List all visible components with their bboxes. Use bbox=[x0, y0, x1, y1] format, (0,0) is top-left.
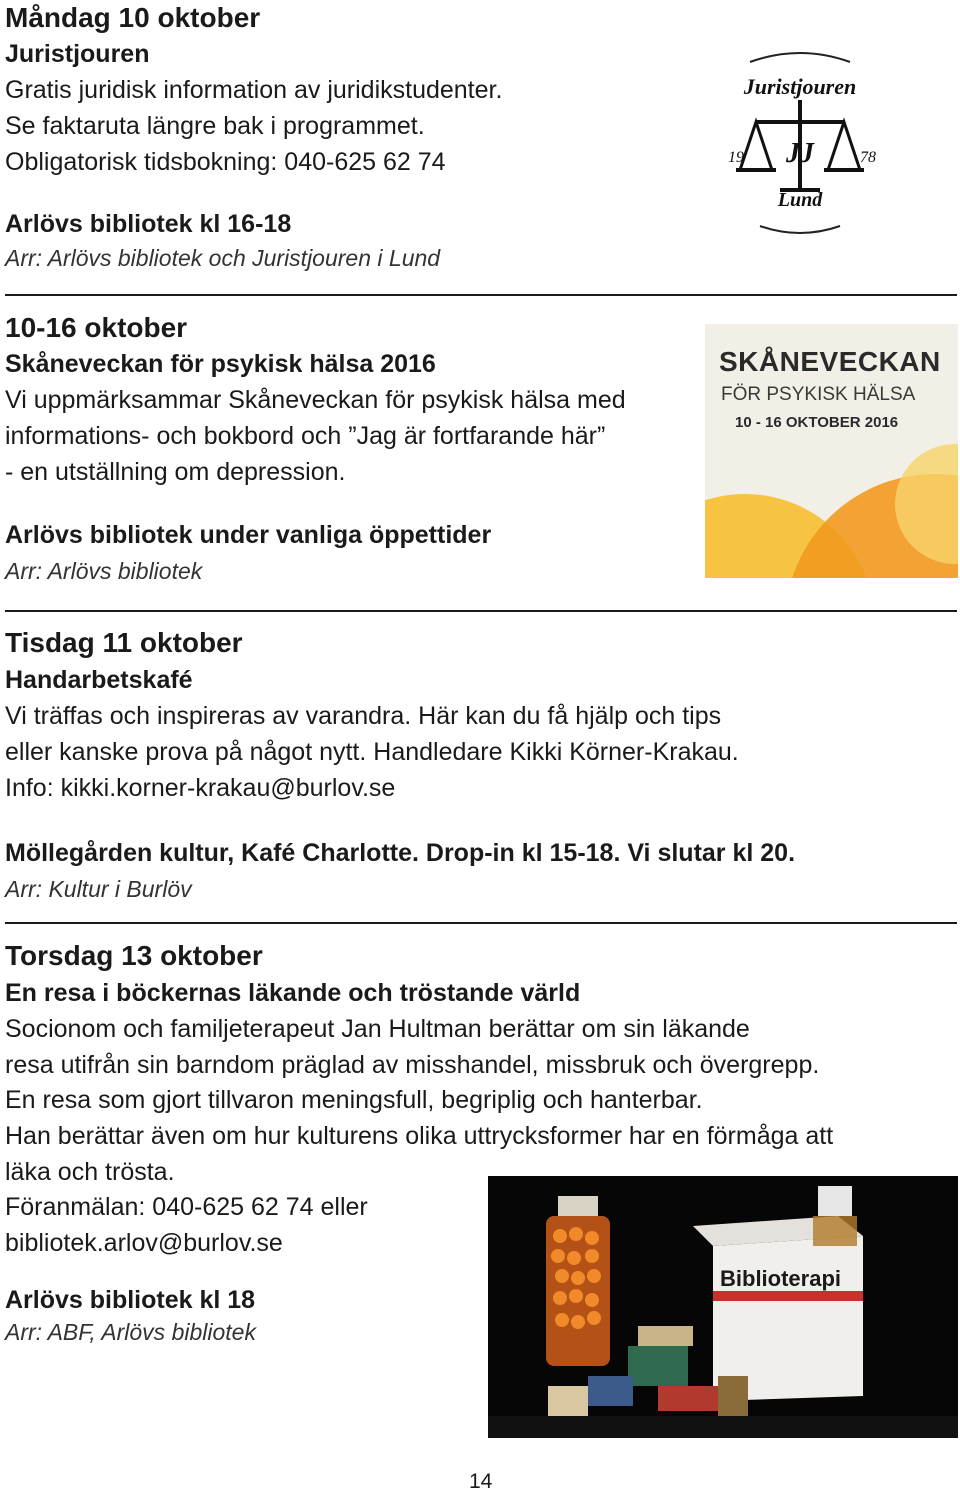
poster-line2: FÖR PSYKISK HÄLSA bbox=[721, 384, 916, 405]
section4-date: Torsdag 13 oktober bbox=[5, 940, 263, 971]
poster-line3: 10 - 16 OKTOBER 2016 bbox=[735, 414, 899, 431]
section1-venue: Arlövs bibliotek kl 16-18 bbox=[5, 210, 292, 238]
section1-date: Måndag 10 oktober bbox=[5, 2, 261, 33]
section4-venue: Arlövs bibliotek kl 18 bbox=[5, 1286, 256, 1314]
section1-line: Obligatorisk tidsbokning: 040-625 62 74 bbox=[5, 148, 446, 176]
section4-title: En resa i böckernas läkande och tröstande värld bbox=[5, 979, 581, 1007]
section3-date: Tisdag 11 oktober bbox=[5, 627, 243, 658]
section3-arr: Arr: Kultur i Burlöv bbox=[5, 876, 192, 902]
section3-venue: Möllegården kultur, Kafé Charlotte. Drop-in kl 15-18. Vi slutar kl 20. bbox=[5, 839, 796, 867]
section4-line: resa utifrån sin barndom präglad av misshandel, missbruk och övergrepp. bbox=[5, 1051, 820, 1079]
section4-line: Socionom och familjeterapeut Jan Hultman berättar om sin läkande bbox=[5, 1015, 750, 1043]
logo-initials: JJ bbox=[786, 138, 814, 169]
section2-venue: Arlövs bibliotek under vanliga öppettider bbox=[5, 521, 492, 549]
divider bbox=[5, 294, 957, 296]
divider bbox=[5, 610, 957, 612]
section3-line: Info: kikki.korner-krakau@burlov.se bbox=[5, 774, 396, 802]
section4-line: Föranmälan: 040-625 62 74 eller bbox=[5, 1193, 368, 1221]
section1-line: Gratis juridisk information av juridikstudenter. bbox=[5, 76, 503, 104]
section2-arr: Arr: Arlövs bibliotek bbox=[5, 558, 203, 584]
section3-title: Handarbetskafé bbox=[5, 666, 193, 694]
biblioterapi-photo bbox=[488, 1176, 958, 1438]
section2-line: informations- och bokbord och ”Jag är fortfarande här” bbox=[5, 422, 606, 450]
section4-line: Han berättar även om hur kulturens olika uttrycksformer har en förmåga att bbox=[5, 1122, 834, 1150]
section1-title: Juristjouren bbox=[5, 40, 150, 68]
section4-line: läka och trösta. bbox=[5, 1158, 175, 1186]
photo-box-label: Biblioterapi bbox=[720, 1266, 842, 1291]
section2-line: - en utställning om depression. bbox=[5, 458, 346, 486]
section3-line: Vi träffas och inspireras av varandra. Här kan du få hjälp och tips bbox=[5, 702, 722, 730]
skaneveckan-poster bbox=[705, 324, 958, 578]
section1-arr: Arr: Arlövs bibliotek och Juristjouren i Lund bbox=[5, 245, 441, 271]
section4-arr: Arr: ABF, Arlövs bibliotek bbox=[5, 1319, 256, 1345]
section1-line: Se faktaruta längre bak i programmet. bbox=[5, 112, 425, 140]
logo-year-left: 19 bbox=[728, 149, 744, 166]
logo-year-right: 78 bbox=[860, 149, 876, 166]
logo-city: Lund bbox=[777, 189, 823, 211]
divider bbox=[5, 922, 957, 924]
logo-name: Juristjouren bbox=[743, 74, 857, 99]
section2-date: 10-16 oktober bbox=[5, 312, 188, 343]
section2-line: Vi uppmärksammar Skåneveckan för psykisk hälsa med bbox=[5, 386, 626, 414]
poster-line1: SKÅNEVECKAN bbox=[719, 346, 941, 377]
page-number: 14 bbox=[469, 1470, 493, 1493]
section3-line: eller kanske prova på något nytt. Handledare Kikki Körner-Krakau. bbox=[5, 738, 739, 766]
section2-title: Skåneveckan för psykisk hälsa 2016 bbox=[5, 350, 436, 378]
section4-line: En resa som gjort tillvaron meningsfull, begriplig och hanterbar. bbox=[5, 1086, 703, 1114]
section4-line: bibliotek.arlov@burlov.se bbox=[5, 1229, 283, 1257]
juristjouren-logo bbox=[720, 40, 880, 240]
